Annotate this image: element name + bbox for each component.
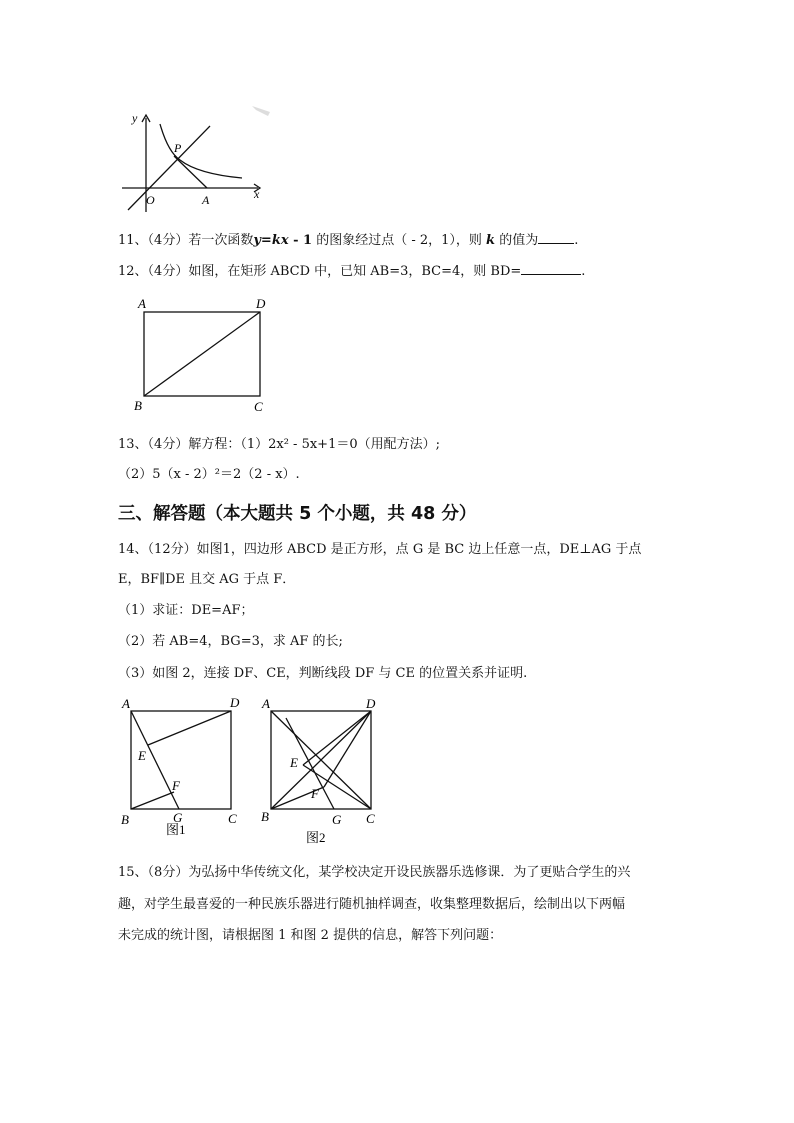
fig2-caption: 图2: [306, 830, 326, 845]
vertex-b-label: B: [134, 398, 142, 413]
section-heading: 三、解答题（本大题共 5 个小题，共 48 分）: [118, 504, 477, 524]
fig1-caption: 图1: [166, 822, 186, 837]
question-14-sub-1: （1）求证：DE=AF；: [118, 603, 254, 618]
square-figure-1: [116, 694, 250, 842]
question-14-number: 14、（12分）: [118, 542, 197, 557]
fig2-point-e: E: [290, 755, 298, 770]
question-14-sub-3: （3）如图 2，连接 DF、CE，判断线段 DF 与 CE 的位置关系并证明.: [118, 666, 528, 681]
question-15-number: 15、（8分）: [118, 865, 189, 880]
graph-point-a: A: [202, 193, 210, 207]
vertex-c-label: C: [254, 399, 263, 414]
answer-blank: [521, 260, 581, 275]
fig1-point-e: E: [138, 748, 146, 763]
vertex-a-label: A: [138, 296, 146, 311]
vertex-d-label: D: [256, 296, 266, 311]
fig1-vertex-b: B: [121, 812, 129, 827]
fig2-vertex-d: D: [366, 696, 376, 711]
rectangle-abcd-figure: [130, 294, 280, 416]
fig1-vertex-c: C: [228, 811, 237, 826]
question-11-number: 11、（4分）: [118, 233, 189, 248]
question-13: 13、（4分）解方程：（1）2x² - 5x+1＝0（用配方法）;: [118, 437, 440, 452]
fig1-vertex-d: D: [230, 695, 240, 710]
fig2-point-g: G: [332, 812, 342, 827]
graph-point-p: P: [174, 141, 182, 155]
question-15-line-2: 趣，对学生最喜爱的一种民族乐器进行随机抽样调查，收集整理数据后，绘制出以下两幅: [118, 897, 626, 912]
question-14-sub-2: （2）若 AB=4，BG=3，求 AF 的长;: [118, 634, 343, 649]
question-12: 12、（4分）如图，在矩形 ABCD 中，已知 AB=3，BC=4，则 BD= .: [118, 260, 585, 281]
graph-x-label: x: [254, 187, 260, 201]
fig1-point-f: F: [172, 778, 180, 793]
fig2-vertex-a: A: [262, 696, 270, 711]
graph-y-label: y: [132, 111, 138, 125]
graph-origin-label: O: [146, 193, 155, 207]
question-15-line-1: 15、（8分）为弘扬中华传统文化，某学校决定开设民族器乐选修课．为了更贴合学生的兴: [118, 865, 631, 880]
fig1-point-g: G: [173, 810, 183, 825]
question-14-line-2: E，BF∥DE 且交 AG 于点 F．: [118, 572, 296, 587]
answer-blank: [538, 229, 574, 244]
function-graph-figure: [118, 102, 278, 214]
fig1-vertex-a: A: [122, 696, 130, 711]
fig2-vertex-c: C: [366, 811, 375, 826]
fig2-point-f: F: [311, 786, 319, 801]
question-12-number: 12、（4分）: [118, 264, 189, 279]
square-figure-2: [256, 694, 390, 848]
fig2-vertex-b: B: [261, 809, 269, 824]
question-13-part-2: （2）5（x - 2）²＝2（2 - x）.: [118, 467, 300, 482]
question-13-number: 13、（4分）: [118, 437, 189, 452]
question-11: 11、（4分）若一次函数y=kx - 1 的图象经过点（ - 2，1），则 k 的值为 .: [118, 229, 578, 250]
question-15-line-3: 未完成的统计图，请根据图 1 和图 2 提供的信息，解答下列问题：: [118, 928, 503, 943]
question-14-line-1: 14、（12分）如图1，四边形 ABCD 是正方形，点 G 是 BC 边上任意一点，DE⊥AG 于点: [118, 542, 642, 557]
